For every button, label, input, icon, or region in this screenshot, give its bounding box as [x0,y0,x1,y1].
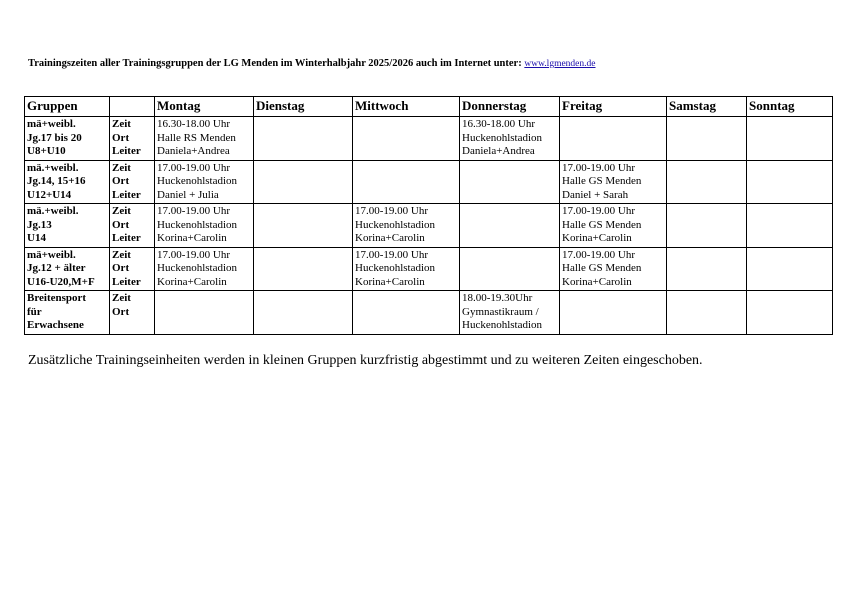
schedule-cell [560,204,667,248]
schedule-cell [460,247,560,291]
schedule-cell [667,291,747,335]
table-body [25,117,833,335]
schedule-cell [254,160,353,204]
schedule-cell [667,247,747,291]
table-row [25,247,833,291]
schedule-cell [667,160,747,204]
schedule-cell-line: Daniela+Andrea [462,145,535,157]
row-labels-cell [110,291,155,335]
column-header: Dienstag [254,97,353,117]
schedule-cell [460,291,560,335]
schedule-cell-line: Gymnastikraum / [462,305,539,318]
group-name-line: Erwachsene [27,319,84,331]
group-name-line: mä.+weibl. [27,161,79,174]
schedule-cell-line: Halle RS Menden [157,131,236,144]
schedule-cell-line: Korina+Carolin [157,275,227,288]
schedule-cell [254,291,353,335]
row-label: Ort [112,131,130,144]
column-header: Freitag [560,97,667,117]
schedule-cell-line: Huckenohlstadion [157,218,238,231]
schedule-cell-line: Halle GS Menden [562,218,642,231]
schedule-cell [747,160,833,204]
schedule-cell-line: 17.00-19.00 Uhr [562,248,636,261]
schedule-cell-line: Huckenohlstadion [157,262,238,274]
group-name-line: für [27,305,42,318]
schedule-cell [560,291,667,335]
header-row [25,97,833,117]
row-labels-cell [110,160,155,204]
schedule-cell-line: Daniela+Andrea [157,145,230,157]
group-name-line: U14 [27,232,46,244]
schedule-cell-line: 17.00-19.00 Uhr [562,205,636,217]
table-row [25,117,833,161]
schedule-cell-line: 17.00-19.00 Uhr [157,205,231,217]
group-name-line: Breitensport [27,292,87,304]
schedule-cell [667,117,747,161]
schedule-cell [747,204,833,248]
row-label: Leiter [112,275,141,288]
table-row [25,204,833,248]
schedule-cell-line: 17.00-19.00 Uhr [157,248,231,261]
schedule-cell [155,291,254,335]
group-name-line: Jg.13 [27,218,52,231]
schedule-cell-line: Huckenohlstadion [355,218,436,231]
schedule-cell-line: 17.00-19.00 Uhr [157,161,231,174]
schedule-cell [353,160,460,204]
row-label: Ort [112,262,130,274]
row-label: Leiter [112,232,141,244]
group-name-line: U16-U20,M+F [27,275,95,288]
row-label: Zeit [112,205,131,217]
group-name-line: Jg.12 + älter [27,262,86,274]
schedule-cell-line: Daniel + Sarah [562,188,629,201]
row-label: Zeit [112,161,131,174]
schedule-cell-line: Korina+Carolin [157,232,227,244]
schedule-cell-line: 17.00-19.00 Uhr [355,248,429,261]
row-label: Zeit [112,248,131,261]
schedule-cell-line: 17.00-19.00 Uhr [562,161,636,174]
schedule-cell-line: 16.30-18.00 Uhr [157,118,231,130]
schedule-cell [155,160,254,204]
column-header: Mittwoch [353,97,460,117]
schedule-cell [353,117,460,161]
schedule-cell [560,160,667,204]
schedule-cell-line: 18.00-19.30Uhr [462,292,533,304]
group-name-cell [25,291,110,335]
column-header: Samstag [667,97,747,117]
row-label: Ort [112,175,130,187]
schedule-cell-line: Halle GS Menden [562,262,642,274]
schedule-cell [667,204,747,248]
group-name-line: mä+weibl. [27,248,76,261]
group-name-line: Jg.17 bis 20 [27,131,82,144]
schedule-cell [155,117,254,161]
group-name-cell [25,247,110,291]
column-header: Sonntag [747,97,833,117]
schedule-cell [254,204,353,248]
row-label: Ort [112,305,130,318]
title-text: Trainingszeiten aller Trainingsgruppen der LG Menden im Winterhalbjahr 2025/2026 auch im Internet unter: [28,58,522,69]
group-name-line: U12+U14 [27,188,72,201]
schedule-cell-line: Halle GS Menden [562,175,642,187]
schedule-cell-line: Huckenohlstadion [355,262,436,274]
schedule-cell [560,247,667,291]
schedule-cell [254,247,353,291]
group-name-line: Jg.14, 15+16 [27,175,86,187]
group-name-line: U8+U10 [27,145,66,157]
column-header: Donnerstag [460,97,560,117]
schedule-cell-line: 17.00-19.00 Uhr [355,205,429,217]
column-header: Montag [155,97,254,117]
schedule-cell-line: Korina+Carolin [562,232,632,244]
row-label: Ort [112,218,130,231]
row-label: Zeit [112,292,131,304]
row-label: Leiter [112,188,141,201]
row-label: Zeit [112,118,131,130]
footer-note: Zusätzliche Trainingseinheiten werden in kleinen Gruppen kurzfristig abgestimmt und zu weiteren Zeiten eingeschoben. [28,353,703,368]
page-title [28,58,596,69]
schedule-cell [460,160,560,204]
schedule-cell [747,247,833,291]
schedule-cell [254,117,353,161]
schedule-cell-line: Korina+Carolin [562,275,632,288]
group-name-line: mä+weibl. [27,118,76,130]
website-link[interactable]: www.lgmenden.de [524,59,596,69]
table-row [25,160,833,204]
schedule-cell-line: Huckenohlstadion [462,131,543,144]
group-name-cell [25,204,110,248]
row-labels-cell [110,247,155,291]
row-labels-cell [110,117,155,161]
schedule-cell [460,117,560,161]
group-name-cell [25,117,110,161]
group-name-cell [25,160,110,204]
schedule-cell-line: 16.30-18.00 Uhr [462,118,536,130]
schedule-cell-line: Korina+Carolin [355,232,425,244]
schedule-cell [460,204,560,248]
schedule-cell [353,247,460,291]
schedule-cell-line: Korina+Carolin [355,275,425,288]
schedule-cell-line: Huckenohlstadion [157,175,238,187]
schedule-cell-line: Huckenohlstadion [462,319,543,331]
schedule-cell [747,291,833,335]
row-labels-cell [110,204,155,248]
schedule-cell [560,117,667,161]
schedule-cell [155,247,254,291]
schedule-cell [747,117,833,161]
schedule-cell [155,204,254,248]
schedule-cell [353,291,460,335]
training-schedule-table [24,96,833,335]
row-label: Leiter [112,145,141,157]
schedule-cell [353,204,460,248]
column-header: Gruppen [25,97,110,117]
table-row [25,291,833,335]
column-header [110,97,155,117]
schedule-cell-line: Daniel + Julia [157,188,219,201]
group-name-line: mä.+weibl. [27,205,79,217]
